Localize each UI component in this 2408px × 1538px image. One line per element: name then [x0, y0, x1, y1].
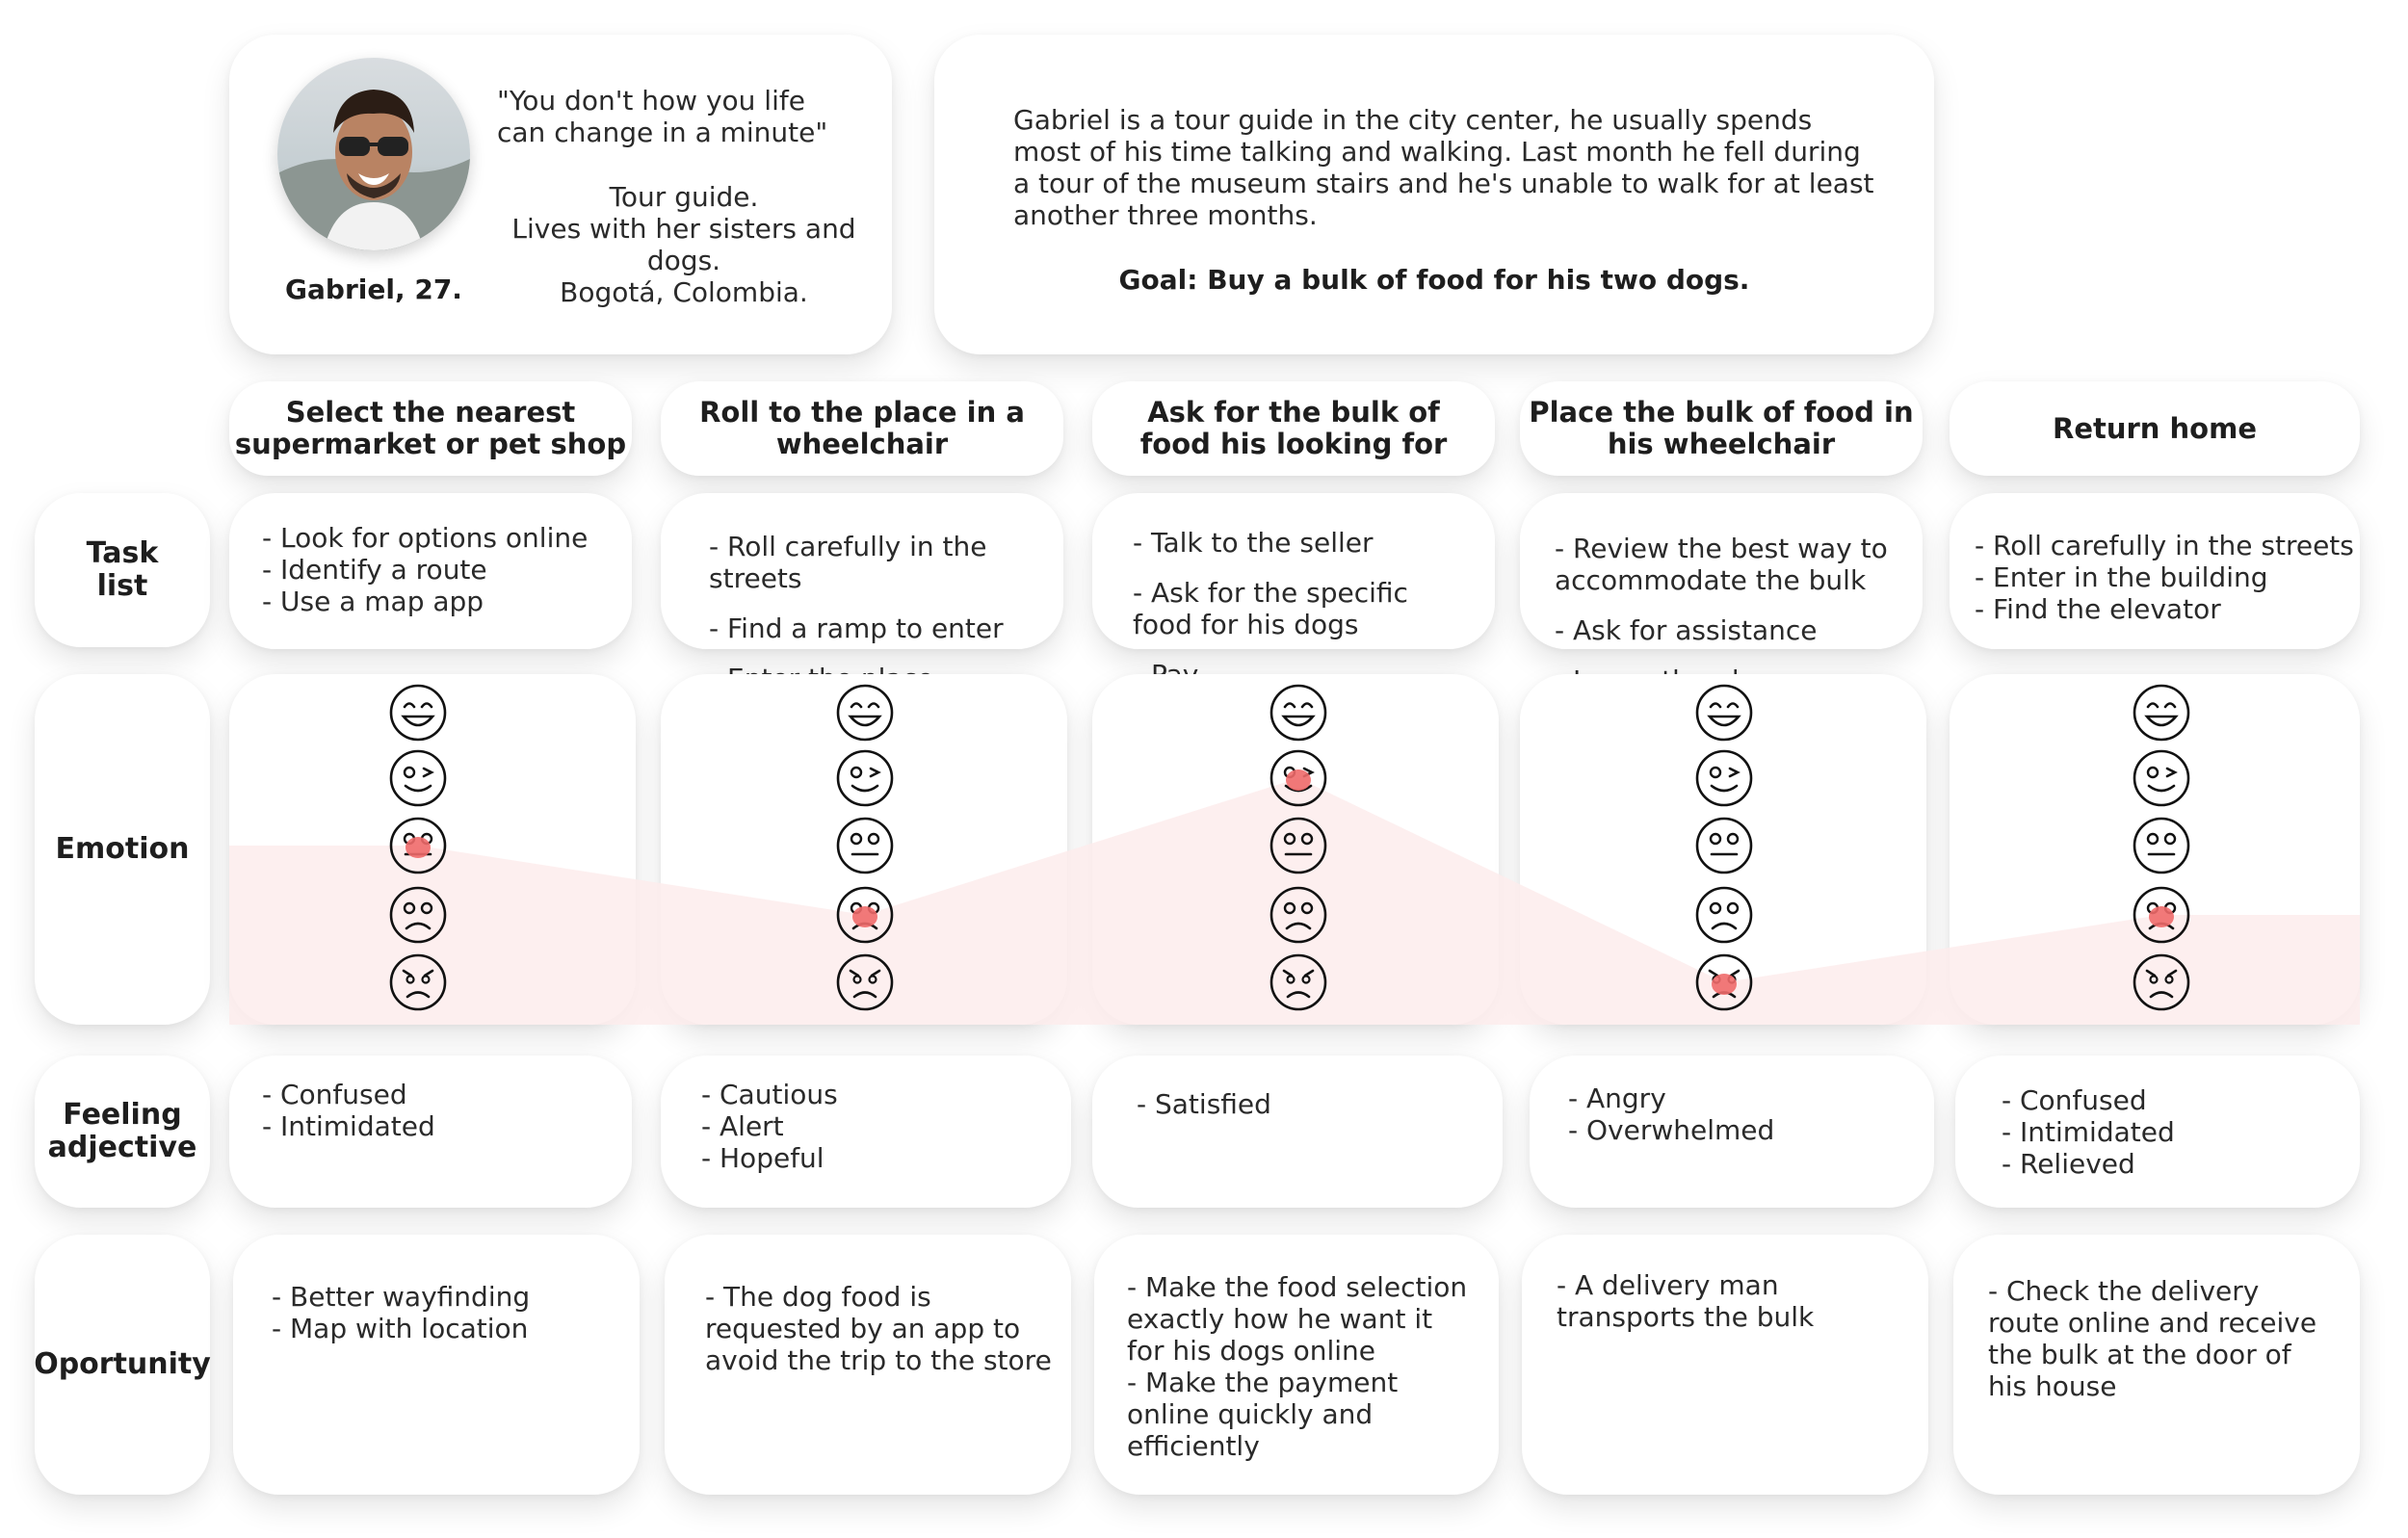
opportunity-card [233, 1235, 640, 1495]
stage-title: Select the nearest supermarket or pet shop [234, 396, 627, 460]
task-item: - Use a map app [262, 586, 484, 617]
opportunity-text: - Make the food selection exactly how he want it for his dogs online - Make the payment online quickly and efficiently [1127, 1271, 1468, 1462]
stage-title: Ask for the bulk of food his looking for [1139, 396, 1448, 460]
opportunity-card [1522, 1235, 1928, 1495]
emotion-marker [1286, 769, 1311, 791]
persona-location: Bogotá, Colombia. [560, 276, 808, 308]
persona-living: Lives with her sisters and dogs. [511, 213, 856, 276]
task-item: - Review the best way to accommodate the bulk [1555, 533, 1888, 596]
sad-face-icon [1697, 888, 1751, 942]
opportunity-card [665, 1235, 1071, 1495]
very-happy-face-icon [1271, 686, 1325, 740]
task-item: - Talk to the seller [1133, 527, 1374, 559]
task-item: - Roll carefully in the streets [709, 531, 987, 594]
task-item: - Find a ramp to enter [709, 613, 1004, 644]
feeling-item: - Relieved [2002, 1148, 2135, 1180]
feeling-item: - Alert [701, 1110, 784, 1142]
story-goal: Goal: Buy a bulk of food for his two dogs. [1118, 264, 1750, 296]
very-happy-face-icon [391, 686, 445, 740]
feeling-card [1530, 1056, 1934, 1208]
neutral-face-icon [1697, 819, 1751, 873]
emotion-area [229, 778, 2360, 1025]
task-item: - Roll carefully in the streets [1975, 530, 2354, 561]
feeling-card [1955, 1056, 2360, 1208]
very-happy-face-icon [838, 686, 892, 740]
opportunity-text: - Better wayfinding - Map with location [272, 1281, 531, 1344]
happy-face-icon [2134, 751, 2188, 805]
happy-face-icon [391, 751, 445, 805]
task-item: - Look for options online [262, 522, 589, 554]
feeling-list [1568, 1082, 1774, 1146]
very-happy-face-icon [2134, 686, 2188, 740]
task-item: - Identify a route [262, 554, 487, 586]
feeling-card [661, 1056, 1071, 1208]
task-item: - Find the elevator [1975, 593, 2221, 625]
opportunity-text: - A delivery man transports the bulk [1557, 1269, 1815, 1333]
stage-title: Place the bulk of food in his wheelchair [1529, 396, 1914, 460]
opportunity-card [1094, 1235, 1499, 1495]
feeling-card [229, 1056, 632, 1208]
feeling-item: - Intimidated [262, 1110, 435, 1142]
emotion-marker [406, 837, 431, 858]
happy-face-icon [838, 751, 892, 805]
row-label-emotion-text: Emotion [55, 832, 190, 866]
feeling-list [701, 1079, 838, 1174]
feeling-list [2002, 1084, 2175, 1180]
stage-title: Return home [2052, 411, 2257, 445]
emotion-marker [1712, 974, 1737, 995]
row-label-feeling-text: Feeling adjective [47, 1098, 197, 1164]
feeling-item: - Intimidated [2002, 1116, 2175, 1148]
feeling-item: - Overwhelmed [1568, 1114, 1775, 1146]
feeling-item: - Confused [2002, 1084, 2147, 1116]
task-item: - Ask for the specific food for his dogs [1133, 577, 1408, 640]
feeling-card [1092, 1056, 1503, 1208]
neutral-face-icon [2134, 819, 2188, 873]
happy-face-icon [1697, 751, 1751, 805]
feeling-item: - Confused [262, 1079, 407, 1110]
persona-quote: "You don't how you life can change in a minute" [497, 85, 828, 148]
task-item: - Enter in the building [1975, 561, 2268, 593]
stage-title: Roll to the place in a wheelchair [699, 396, 1025, 460]
story-text: Gabriel is a tour guide in the city center, he usually spends most of his time talking and walking. Last month he fell during a tour of the museum stairs and he's unable to walk for at least another three months. [1013, 104, 1874, 231]
feeling-item: - Cautious [701, 1079, 838, 1110]
task-item: - Ask for assistance [1555, 614, 1818, 646]
feeling-item: - Satisfied [1137, 1088, 1271, 1120]
opportunity-text: - The dog food is requested by an app to avoid the trip to the store [705, 1281, 1052, 1376]
emotion-marker [852, 906, 877, 927]
neutral-face-icon [838, 819, 892, 873]
persona-occupation: Tour guide. [609, 181, 759, 213]
opportunity-card [1953, 1235, 2360, 1495]
very-happy-face-icon [1697, 686, 1751, 740]
feeling-item: - Hopeful [701, 1142, 824, 1174]
persona-name: Gabriel, 27. [285, 274, 462, 305]
row-label-tasks-text: Task list [86, 536, 159, 603]
feeling-list [1137, 1088, 1271, 1120]
row-label-opportunity-text: Oportunity [34, 1347, 211, 1381]
emotion-marker [2149, 906, 2174, 927]
opportunity-text: - Check the delivery route online and receive the bulk at the door of his house [1988, 1275, 2317, 1402]
feeling-list [262, 1079, 435, 1142]
feeling-item: - Angry [1568, 1082, 1666, 1114]
